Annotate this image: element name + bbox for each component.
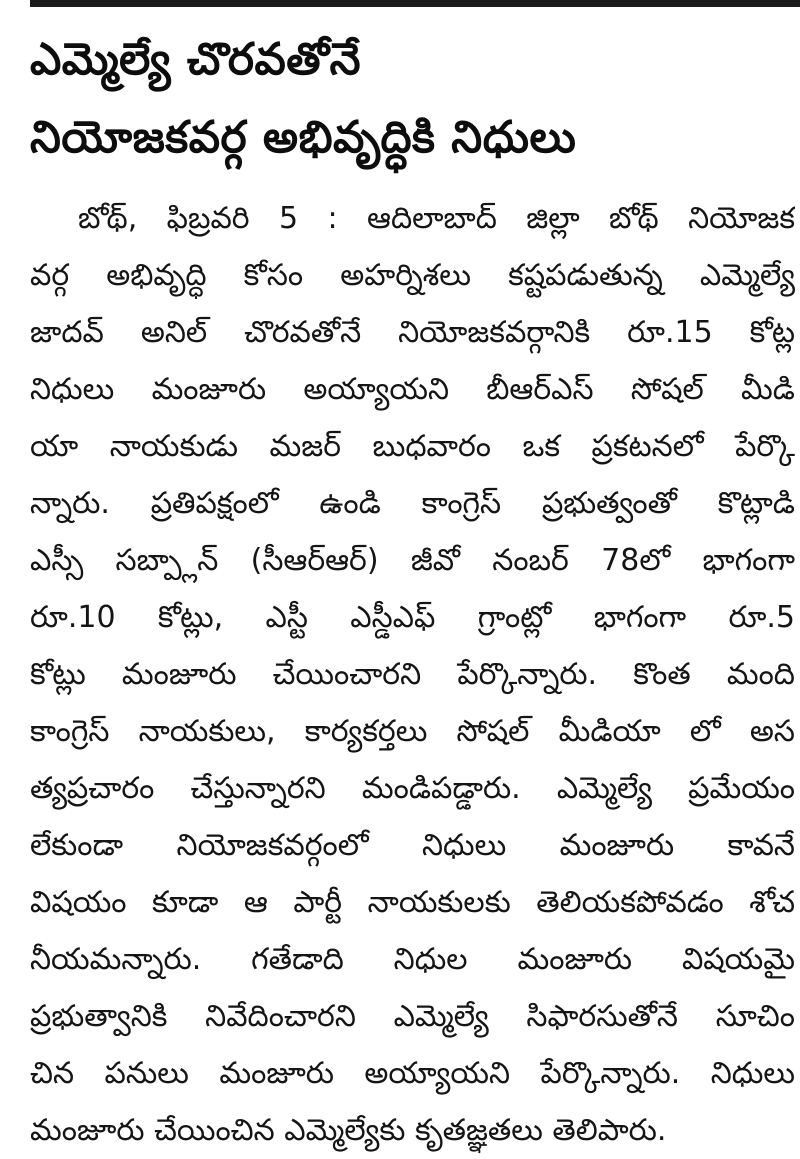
- body-line: రూ.10 కోట్లు, ఎస్టీ ఎస్డీఎఫ్ గ్రాంట్లో భాగంగా రూ.5: [30, 600, 795, 635]
- body-line: కోట్లు మంజూరు చేయించారని పేర్కొన్నారు. కొంత మంది: [30, 657, 795, 692]
- body-line: విషయం కూడా ఆ పార్టీ నాయకులకు తెలియకపోవడం శోచ: [30, 885, 795, 920]
- body-line: నిధులు మంజూరు అయ్యాయని బీఆర్ఎస్ సోషల్ మీడి: [30, 372, 795, 407]
- body-line: లేకుండా నియోజకవర్గంలో నిధులు మంజూరు కావనే: [30, 828, 795, 863]
- headline-line-2: నియోజకవర్గ అభివృద్ధికి నిధులు: [30, 112, 577, 163]
- body-line: ఎస్సీ సబ్ప్లాన్ (సీఆర్ఆర్) జీవో నంబర్ 78లో భాగంగా: [30, 543, 795, 578]
- body-line: త్యప్రచారం చేస్తున్నారని మండిపడ్డారు. ఎమ్మెల్యే ప్రమేయం: [30, 771, 795, 806]
- headline-line-1: ఎమ్మెల్యే చొరవతోనే: [30, 34, 362, 85]
- body-line: బోథ్, ఫిబ్రవరి 5 : ఆదిలాబాద్ జిల్లా బోథ్ నియోజక: [78, 201, 795, 236]
- body-line: నీయమన్నారు. గతేడాది నిధుల మంజూరు విషయమై: [30, 942, 795, 977]
- body-line: మంజూరు చేయించిన ఎమ్మెల్యేకు కృతజ్ఞతలు తెలిపారు.: [30, 1113, 667, 1148]
- body-line: న్నారు. ప్రతిపక్షంలో ఉండి కాంగ్రెస్ ప్రభుత్వంతో కొట్లాడి: [30, 486, 795, 521]
- body-line: జాదవ్ అనిల్ చొరవతోనే నియోజకవర్గానికి రూ.15 కోట్ల: [30, 315, 795, 350]
- body-line: కాంగ్రెస్ నాయకులు, కార్యకర్తలు సోషల్ మీడియా లో అస: [30, 714, 795, 749]
- body-line: వర్గ అభివృద్ధి కోసం అహర్నిశలు కష్టపడుతున్న ఎమ్మెల్యే: [30, 258, 795, 293]
- body-line: ప్రభుత్వానికి నివేదించారని ఎమ్మెల్యే సిఫారసుతోనే సూచిం: [30, 999, 795, 1034]
- body-line: చిన పనులు మంజూరు అయ్యాయని పేర్కొన్నారు. నిధులు: [30, 1056, 795, 1091]
- body-line: యా నాయకుడు మజర్ బుధవారం ఒక ప్రకటనలో పేర్కొ: [30, 429, 795, 464]
- article-body: [30, 190, 795, 1159]
